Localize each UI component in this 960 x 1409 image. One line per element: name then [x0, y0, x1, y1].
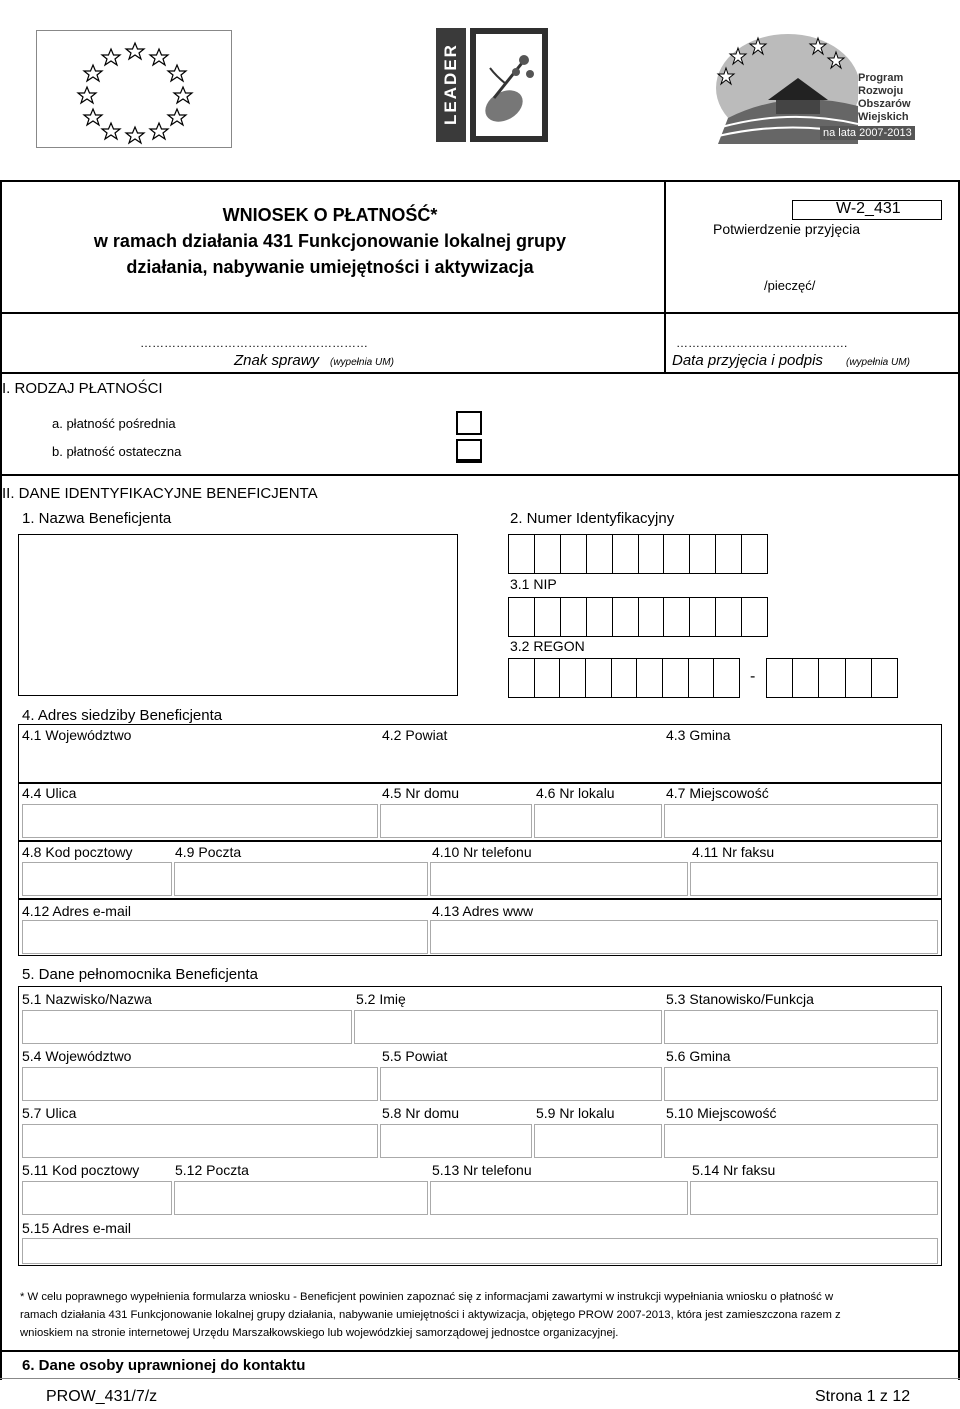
addr-rule-2: [18, 840, 942, 842]
case-bottom-rule: [0, 372, 960, 374]
proxy-firstname-field[interactable]: [354, 1010, 662, 1044]
proxy-flat-label: 5.9 Nr lokalu: [536, 1105, 615, 1121]
receipt-date-label: Data przyjęcia i podpis: [672, 352, 823, 369]
proxy-position-field[interactable]: [664, 1010, 938, 1044]
proxy-email-field[interactable]: [22, 1238, 938, 1264]
addr-voivodeship-label: 4.1 Województwo: [22, 727, 132, 743]
proxy-voivodeship-field[interactable]: [22, 1067, 378, 1101]
payment-type-interim-checkbox[interactable]: [456, 411, 482, 435]
regon-label: 3.2 REGON: [510, 638, 585, 654]
proxy-voivodeship-label: 5.4 Województwo: [22, 1048, 132, 1064]
stamp-label: /pieczęć/: [764, 278, 816, 293]
proxy-postcode-label: 5.11 Kod pocztowy: [22, 1162, 140, 1178]
addr-postcode-label: 4.8 Kod pocztowy: [22, 844, 133, 860]
payment-type-interim-label: a. płatność pośrednia: [52, 416, 176, 431]
case-number-text: Znak sprawy: [234, 352, 320, 369]
addr-house-label: 4.5 Nr domu: [382, 785, 460, 801]
proxy-name-label: 5.1 Nazwisko/Nazwa: [22, 991, 152, 1007]
footer-page-number: Strona 1 z 12: [815, 1388, 911, 1405]
regon-dash: -: [750, 668, 756, 685]
footnote-line1: * W celu poprawnego wypełnienia formularza wniosku - Beneficjent powinien zapoznać się z informacjami zawartymi w instrukcji wypełniania wniosku o płatność w: [20, 1291, 834, 1303]
section1-title: I. RODZAJ PŁATNOŚCI: [2, 380, 163, 397]
footnote-line2: ramach działania 431 Funkcjonowanie lokalnej grupy działania, nabywanie umiejętności i aktywizacja, objętego PROW 2007-2013, która jest zamieszczona razem z: [20, 1309, 841, 1321]
title-top-rule: [0, 180, 960, 182]
title-mid-rule: [0, 312, 960, 314]
proxy-fax-field[interactable]: [690, 1181, 938, 1215]
addr-flat-field[interactable]: [534, 804, 662, 838]
proxy-firstname-label: 5.2 Imię: [356, 991, 406, 1007]
addr-post-office-field[interactable]: [174, 862, 428, 896]
proxy-name-field[interactable]: [22, 1010, 352, 1044]
addr-rule-3: [18, 898, 942, 900]
addr-county-label: 4.2 Powiat: [382, 727, 448, 743]
proxy-position-label: 5.3 Stanowisko/Funkcja: [666, 991, 814, 1007]
proxy-flat-field[interactable]: [534, 1124, 662, 1158]
section4-title: 4. Adres siedziby Beneficjenta: [22, 707, 223, 724]
prow-line3: Obszarów: [858, 98, 911, 110]
proxy-house-label: 5.8 Nr domu: [382, 1105, 460, 1121]
addr-email-field[interactable]: [22, 920, 428, 954]
proxy-post-office-label: 5.12 Poczta: [175, 1162, 249, 1178]
case-number-label: [234, 352, 319, 369]
case-number-note: (wypełnia UM): [330, 357, 394, 368]
nip-label: 3.1 NIP: [510, 576, 557, 592]
nip-field[interactable]: [508, 597, 768, 637]
addr-phone-label: 4.10 Nr telefonu: [432, 844, 532, 860]
section2-top-rule: [0, 474, 960, 476]
proxy-phone-field[interactable]: [430, 1181, 688, 1215]
addr-email-label: 4.12 Adres e-mail: [22, 903, 131, 919]
section2-title: II. DANE IDENTYFIKACYJNE BENEFICJENTA: [2, 485, 318, 502]
addr-rule-1: [18, 782, 942, 784]
addr-www-label: 4.13 Adres www: [432, 903, 534, 919]
proxy-phone-label: 5.13 Nr telefonu: [432, 1162, 532, 1178]
addr-city-field[interactable]: [664, 804, 938, 838]
footer-form-code: PROW_431/7/z: [46, 1388, 158, 1405]
footer-rule: [0, 1378, 960, 1379]
addr-fax-label: 4.11 Nr faksu: [692, 844, 775, 860]
right-border: [958, 180, 960, 1380]
section6-top-rule: [0, 1350, 960, 1352]
addr-postcode-field[interactable]: [22, 862, 172, 896]
id-number-field[interactable]: [508, 534, 768, 574]
title-line3: działania, nabywanie umiejętności i aktywizacja: [126, 257, 534, 277]
prow-line1: Program: [858, 72, 904, 84]
proxy-county-label: 5.5 Powiat: [382, 1048, 448, 1064]
left-border: [0, 180, 2, 1380]
prow-text: [858, 72, 911, 124]
leader-text: LEADER: [441, 43, 460, 125]
addr-commune-label: 4.3 Gmina: [666, 727, 731, 743]
addr-city-label: 4.7 Miejscowość: [666, 785, 769, 801]
prow-line4: Wiejskich: [858, 111, 909, 123]
proxy-post-office-field[interactable]: [174, 1181, 428, 1215]
proxy-city-label: 5.10 Miejscowość: [666, 1105, 777, 1121]
proxy-commune-label: 5.6 Gmina: [666, 1048, 731, 1064]
section6-title: 6. Dane osoby uprawnionej do kontaktu: [22, 1357, 306, 1374]
proxy-email-label: 5.15 Adres e-mail: [22, 1220, 131, 1236]
addr-house-field[interactable]: [380, 804, 532, 838]
case-dots-left: …………………………………………………: [140, 336, 368, 350]
regon-field[interactable]: [508, 658, 740, 698]
prow-line5: na lata 2007-2013: [820, 126, 915, 140]
addr-post-office-label: 4.9 Poczta: [175, 844, 242, 860]
form-title: [20, 202, 640, 280]
footnote-line3: wnioskiem na stronie internetowej Urzędu Marszałkowskiego lub wojewódzkiej samorządowej jednostce organizacyjnej.: [20, 1327, 619, 1339]
receipt-date-note: (wypełnia UM): [846, 357, 910, 368]
eu-flag-icon: [37, 31, 233, 149]
form-code: W-2_431: [836, 200, 901, 217]
addr-street-label: 4.4 Ulica: [22, 785, 77, 801]
proxy-fax-label: 5.14 Nr faksu: [692, 1162, 776, 1178]
proxy-street-field[interactable]: [22, 1124, 378, 1158]
addr-phone-field[interactable]: [430, 862, 688, 896]
addr-www-field[interactable]: [430, 920, 938, 954]
proxy-county-field[interactable]: [380, 1067, 662, 1101]
proxy-city-field[interactable]: [664, 1124, 938, 1158]
payment-type-final-checkbox[interactable]: [456, 439, 482, 463]
title-line1: WNIOSEK O PŁATNOŚĆ*: [222, 205, 438, 225]
case-dots-right: …………………………………….: [676, 336, 848, 350]
section5-title: 5. Dane pełnomocnika Beneficjenta: [22, 966, 258, 983]
addr-fax-field[interactable]: [690, 862, 938, 896]
proxy-house-field[interactable]: [380, 1124, 532, 1158]
prow-line2: Rozwoju: [858, 85, 904, 97]
leader-logo: [436, 28, 548, 142]
title-divider: [664, 180, 666, 372]
regon-suffix-field[interactable]: [766, 658, 898, 698]
prow-logo: [708, 28, 918, 144]
eu-flag-logo: [36, 30, 232, 148]
beneficiary-name-label: 1. Nazwa Beneficjenta: [22, 510, 172, 527]
payment-type-final-label: b. płatność ostateczna: [52, 444, 182, 459]
addr-voivodeship-field[interactable]: [22, 746, 376, 778]
confirm-label: Potwierdzenie przyjęcia: [713, 221, 861, 237]
proxy-postcode-field[interactable]: [22, 1181, 172, 1215]
beneficiary-name-field[interactable]: [18, 534, 458, 696]
proxy-street-label: 5.7 Ulica: [22, 1105, 77, 1121]
title-line2: w ramach działania 431 Funkcjonowanie lokalnej grupy: [93, 231, 567, 251]
addr-street-field[interactable]: [22, 804, 378, 838]
addr-flat-label: 4.6 Nr lokalu: [536, 785, 615, 801]
footnote: [20, 1288, 950, 1342]
id-number-label: 2. Numer Identyfikacyjny: [510, 510, 675, 527]
proxy-commune-field[interactable]: [664, 1067, 938, 1101]
